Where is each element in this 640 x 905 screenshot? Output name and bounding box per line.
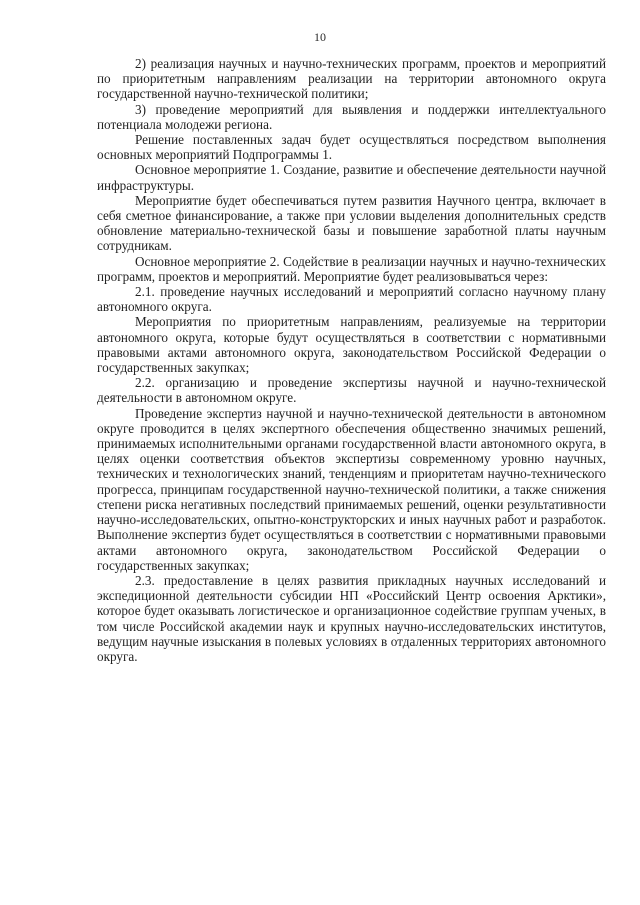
paragraph-main-activity-1: Основное мероприятие 1. Создание, развитие и обеспечение деятельности научной инфраструктуры. (97, 162, 606, 193)
paragraph-activity-1-description: Мероприятие будет обеспечиваться путем развития Научного центра, включает в себя сметное финансирование, а также при условии выделения дополнительных средств обновление материально-технической базы и повышение заработной платы научным сотрудникам. (97, 192, 606, 254)
paragraph-priority-activities: Мероприятия по приоритетным направлениям, реализуемые на территории автономного округа, которые будут осуществляться в соответствии с нормативными правовыми актами автономного округа, законодательством Российской Федерации о государственных закупках; (97, 314, 606, 376)
paragraph-main-activity-2: Основное мероприятие 2. Содействие в реализации научных и научно-технических программ, проектов и мероприятий. Мероприятие будет реализовываться через: (97, 253, 606, 284)
paragraph-item-2-2: 2.2. организацию и проведение экспертизы научной и научно-технической деятельности в автономном округе. (97, 375, 606, 406)
page-number: 10 (314, 30, 326, 44)
paragraph-item-2-list: 2) реализация научных и научно-технических программ, проектов и мероприятий по приоритетным направлениям реализации на территории автономного округа государственной научно-технической политики; (97, 56, 606, 102)
paragraph-item-2-3: 2.3. предоставление в целях развития прикладных научных исследований и экспедиционной деятельности субсидии НП «Российский Центр освоения Арктики», которое будет оказывать логистическое и организационное содействие группам ученых, в том числе Российской академии наук и крупных научно-исследовательских институтов, ведущим научные изыскания в полевых условиях в отдаленных территориях автономного округа. (97, 572, 606, 664)
paragraph-item-2-1: 2.1. проведение научных исследований и мероприятий согласно научному плану автономного округа. (97, 284, 606, 315)
paragraph-item-3-list: 3) проведение мероприятий для выявления и поддержки интеллектуального потенциала молодежи региона. (97, 101, 606, 132)
paragraph-solution: Решение поставленных задач будет осуществляться посредством выполнения основных мероприятий Подпрограммы 1. (97, 132, 606, 163)
body-text (97, 56, 606, 664)
paragraph-expertise-description: Проведение экспертиз научной и научно-технической деятельности в автономном округе проводится в целях экспертного обеспечения общественно значимых решений, принимаемых исполнительными органами государственной власти автономного округа, в целях оценки соответствия объектов экспертизы современному уровню научных, технических и технологических знаний, тенденциям и приоритетам научно-технического прогресса, принципам государственной научно-технической политики, а также снижения степени риска негативных последствий принимаемых решений, оценки результативности научно-исследовательских, опытно-конструкторских и иных научных работ и разработок. Выполнение экспертиз будет осуществляться в соответствии с нормативными правовыми актами автономного округа, законодательством Российской Федерации о государственных закупках; (97, 405, 606, 573)
